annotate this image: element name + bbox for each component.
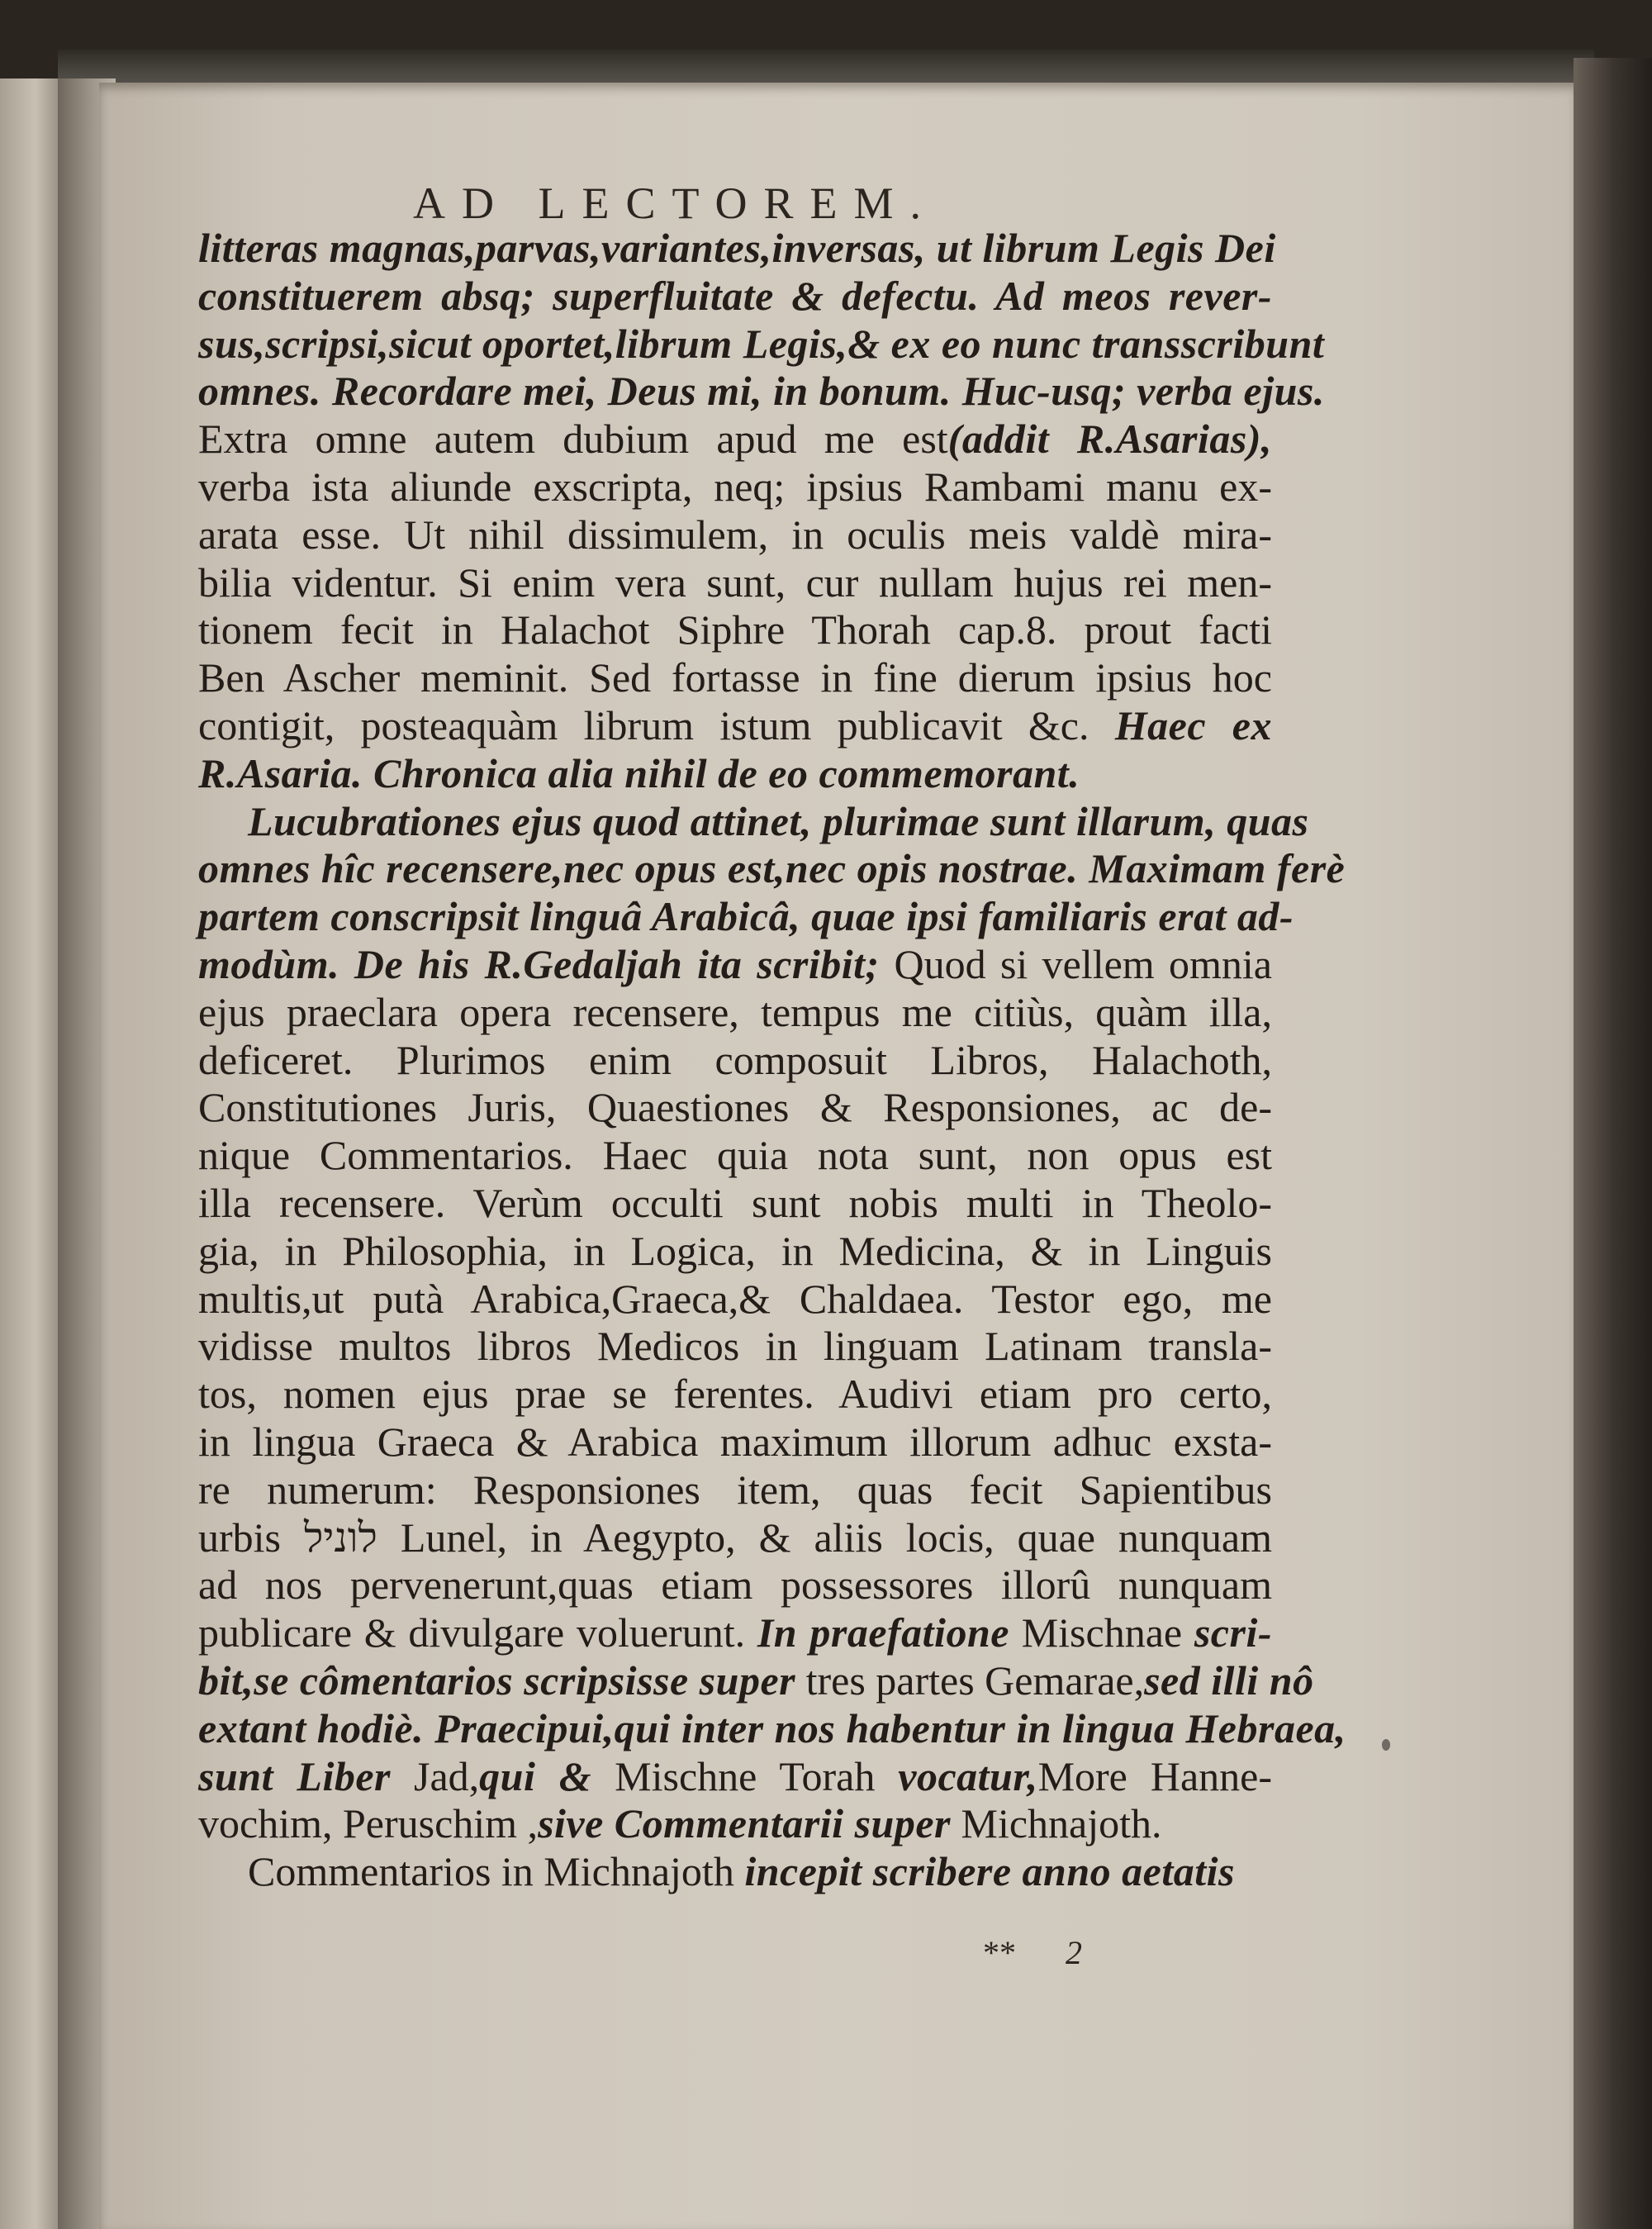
text-line xyxy=(198,1848,1272,1896)
roman-text: publicare & divulgare voluerunt. xyxy=(198,1609,757,1656)
roman-text: vochim, Peruschim , xyxy=(198,1800,539,1847)
text-line xyxy=(198,1561,1272,1609)
roman-text: Quod si vellem omnia xyxy=(894,940,1272,987)
roman-text: Michnajoth. xyxy=(950,1800,1162,1847)
text-line xyxy=(198,1609,1272,1657)
roman-text: tionem fecit in Halachot Siphre Thorah cap.8. prout facti xyxy=(198,606,1272,653)
text-line xyxy=(198,893,1294,941)
text-line xyxy=(198,1084,1272,1132)
text-line xyxy=(198,750,1272,798)
italic-text: incepit scribere anno aetatis xyxy=(744,1848,1235,1895)
italic-text: qui & xyxy=(479,1752,592,1799)
text-line xyxy=(198,1371,1272,1419)
text-line xyxy=(198,1132,1272,1180)
roman-text: Jad, xyxy=(391,1752,480,1799)
text-line xyxy=(198,989,1272,1037)
text-line xyxy=(198,1704,1346,1753)
italic-text: vocatur, xyxy=(898,1752,1038,1799)
roman-text: Mischne Torah xyxy=(591,1752,899,1799)
roman-text: ejus praeclara opera recensere, tempus me citiùs, quàm illa, xyxy=(198,988,1272,1035)
italic-text: In praefatione xyxy=(757,1609,1009,1656)
italic-text: omnes. Recordare mei, Deus mi, in bonum. Huc-usq; verba ejus. xyxy=(198,368,1325,415)
text-line xyxy=(198,1037,1272,1085)
roman-text: tres partes Gemarae, xyxy=(795,1656,1145,1704)
italic-text: omnes hîc recensere,nec opus est,nec opis nostrae. Maximam ferè xyxy=(198,845,1346,892)
text-line xyxy=(198,320,1325,368)
text-line xyxy=(198,797,1309,846)
text-line xyxy=(198,1228,1272,1276)
text-line xyxy=(198,1180,1272,1228)
text-line xyxy=(198,606,1272,654)
left-page-edge xyxy=(0,78,64,2229)
roman-text: re numerum: Responsiones item, quas fecit Sapientibus xyxy=(198,1466,1272,1513)
italic-text: (addit R.Asarias), xyxy=(947,416,1272,463)
italic-text: scri- xyxy=(1194,1609,1272,1656)
roman-text: contigit, posteaquàm librum istum publicavit &c. xyxy=(198,701,1115,749)
text-line xyxy=(198,845,1346,893)
book-right-edge xyxy=(1574,58,1652,2229)
footer-asterisks: ** xyxy=(983,1934,1016,1971)
text-line xyxy=(198,416,1272,463)
roman-text: in lingua Graeca & Arabica maximum illorum adhuc exsta- xyxy=(198,1418,1272,1465)
italic-text: sed illi nô xyxy=(1144,1656,1314,1704)
roman-text: Commentarios in Michnajoth xyxy=(248,1848,745,1895)
text-line xyxy=(198,1419,1272,1466)
italic-text: partem conscripsit linguâ Arabicâ, quae ipsi familiaris erat ad- xyxy=(198,893,1294,940)
text-line xyxy=(198,463,1272,511)
text-line xyxy=(198,1514,1272,1562)
roman-text: urbis לוניל Lunel, in Aegypto, & aliis locis, quae nunquam xyxy=(198,1514,1273,1561)
roman-text: verba ista aliunde exscripta, neq; ipsius Rambami manu ex- xyxy=(198,463,1272,510)
roman-text: Constitutiones Juris, Quaestiones & Responsiones, ac de- xyxy=(198,1084,1272,1131)
roman-text: deficeret. Plurimos enim composuit Libros, Halachoth, xyxy=(198,1036,1272,1083)
text-block xyxy=(198,225,1346,1896)
italic-text: R.Asaria. Chronica alia nihil de eo commemorant. xyxy=(198,749,1080,796)
text-line xyxy=(198,225,1276,273)
text-line xyxy=(198,368,1325,416)
signature-mark: 2 xyxy=(1066,1934,1082,1971)
italic-text: litteras magnas,parvas,variantes,inversas, ut librum Legis Dei xyxy=(198,225,1276,271)
running-title: AD LECTOREM. xyxy=(413,178,938,228)
text-line xyxy=(198,511,1272,559)
roman-text: multis,ut putà Arabica,Graeca,& Chaldaea. Testor ego, me xyxy=(198,1275,1272,1322)
text-line xyxy=(198,559,1272,607)
text-line xyxy=(198,1656,1314,1705)
italic-text: sunt Liber xyxy=(198,1752,392,1799)
italic-text: sus,scripsi,sicut oportet,librum Legis,& ex eo nunc transscribunt xyxy=(198,320,1325,367)
roman-text: Ben Ascher meminit. Sed fortasse in fine dierum ipsius hoc xyxy=(198,654,1272,701)
text-line xyxy=(198,702,1272,750)
italic-text: bit,se cômentarios scripsisse super xyxy=(198,1656,796,1704)
roman-text: nique Commentarios. Haec quia nota sunt, non opus est xyxy=(198,1132,1272,1179)
roman-text: arata esse. Ut nihil dissimulem, in oculis meis valdè mira- xyxy=(198,511,1272,558)
roman-text: ad nos pervenerunt,quas etiam possessores illorû nunquam xyxy=(198,1561,1272,1609)
text-line xyxy=(198,1466,1272,1514)
text-line xyxy=(198,654,1272,702)
page-footer xyxy=(983,1933,1115,1972)
roman-text: illa recensere. Verùm occulti sunt nobis multi in Theolo- xyxy=(198,1179,1272,1226)
text-line xyxy=(198,941,1272,989)
roman-text: More Hanne- xyxy=(1037,1752,1272,1799)
roman-text: bilia videntur. Si enim vera sunt, cur nullam hujus rei men- xyxy=(198,558,1272,606)
roman-text: Mischnae xyxy=(1009,1609,1194,1656)
text-line xyxy=(198,1323,1272,1371)
italic-text: Haec ex xyxy=(1114,701,1272,749)
text-line xyxy=(198,273,1272,321)
roman-text: tos, nomen ejus prae se ferentes. Audivi etiam pro certo, xyxy=(198,1371,1272,1418)
roman-text: vidisse multos libros Medicos in linguam Latinam transla- xyxy=(198,1323,1272,1370)
roman-text: gia, in Philosophia, in Logica, in Medicina, & in Linguis xyxy=(198,1227,1272,1274)
text-line xyxy=(198,1276,1272,1324)
italic-text: modùm. De his R.Gedaljah ita scribit; xyxy=(198,940,895,987)
ink-blot xyxy=(1382,1739,1390,1751)
text-line xyxy=(198,1800,1272,1848)
italic-text: constituerem absq; superfluitate & defectu. Ad meos rever- xyxy=(198,272,1272,319)
roman-text: Extra omne autem dubium apud me est xyxy=(198,416,948,463)
text-line xyxy=(198,1753,1272,1801)
italic-text: sive Commentarii super xyxy=(538,1800,951,1847)
italic-text: extant hodiè. Praecipui,qui inter nos habentur in lingua Hebraea, xyxy=(198,1704,1346,1751)
italic-text: Lucubrationes ejus quod attinet, plurimae sunt illarum, quas xyxy=(248,797,1309,844)
